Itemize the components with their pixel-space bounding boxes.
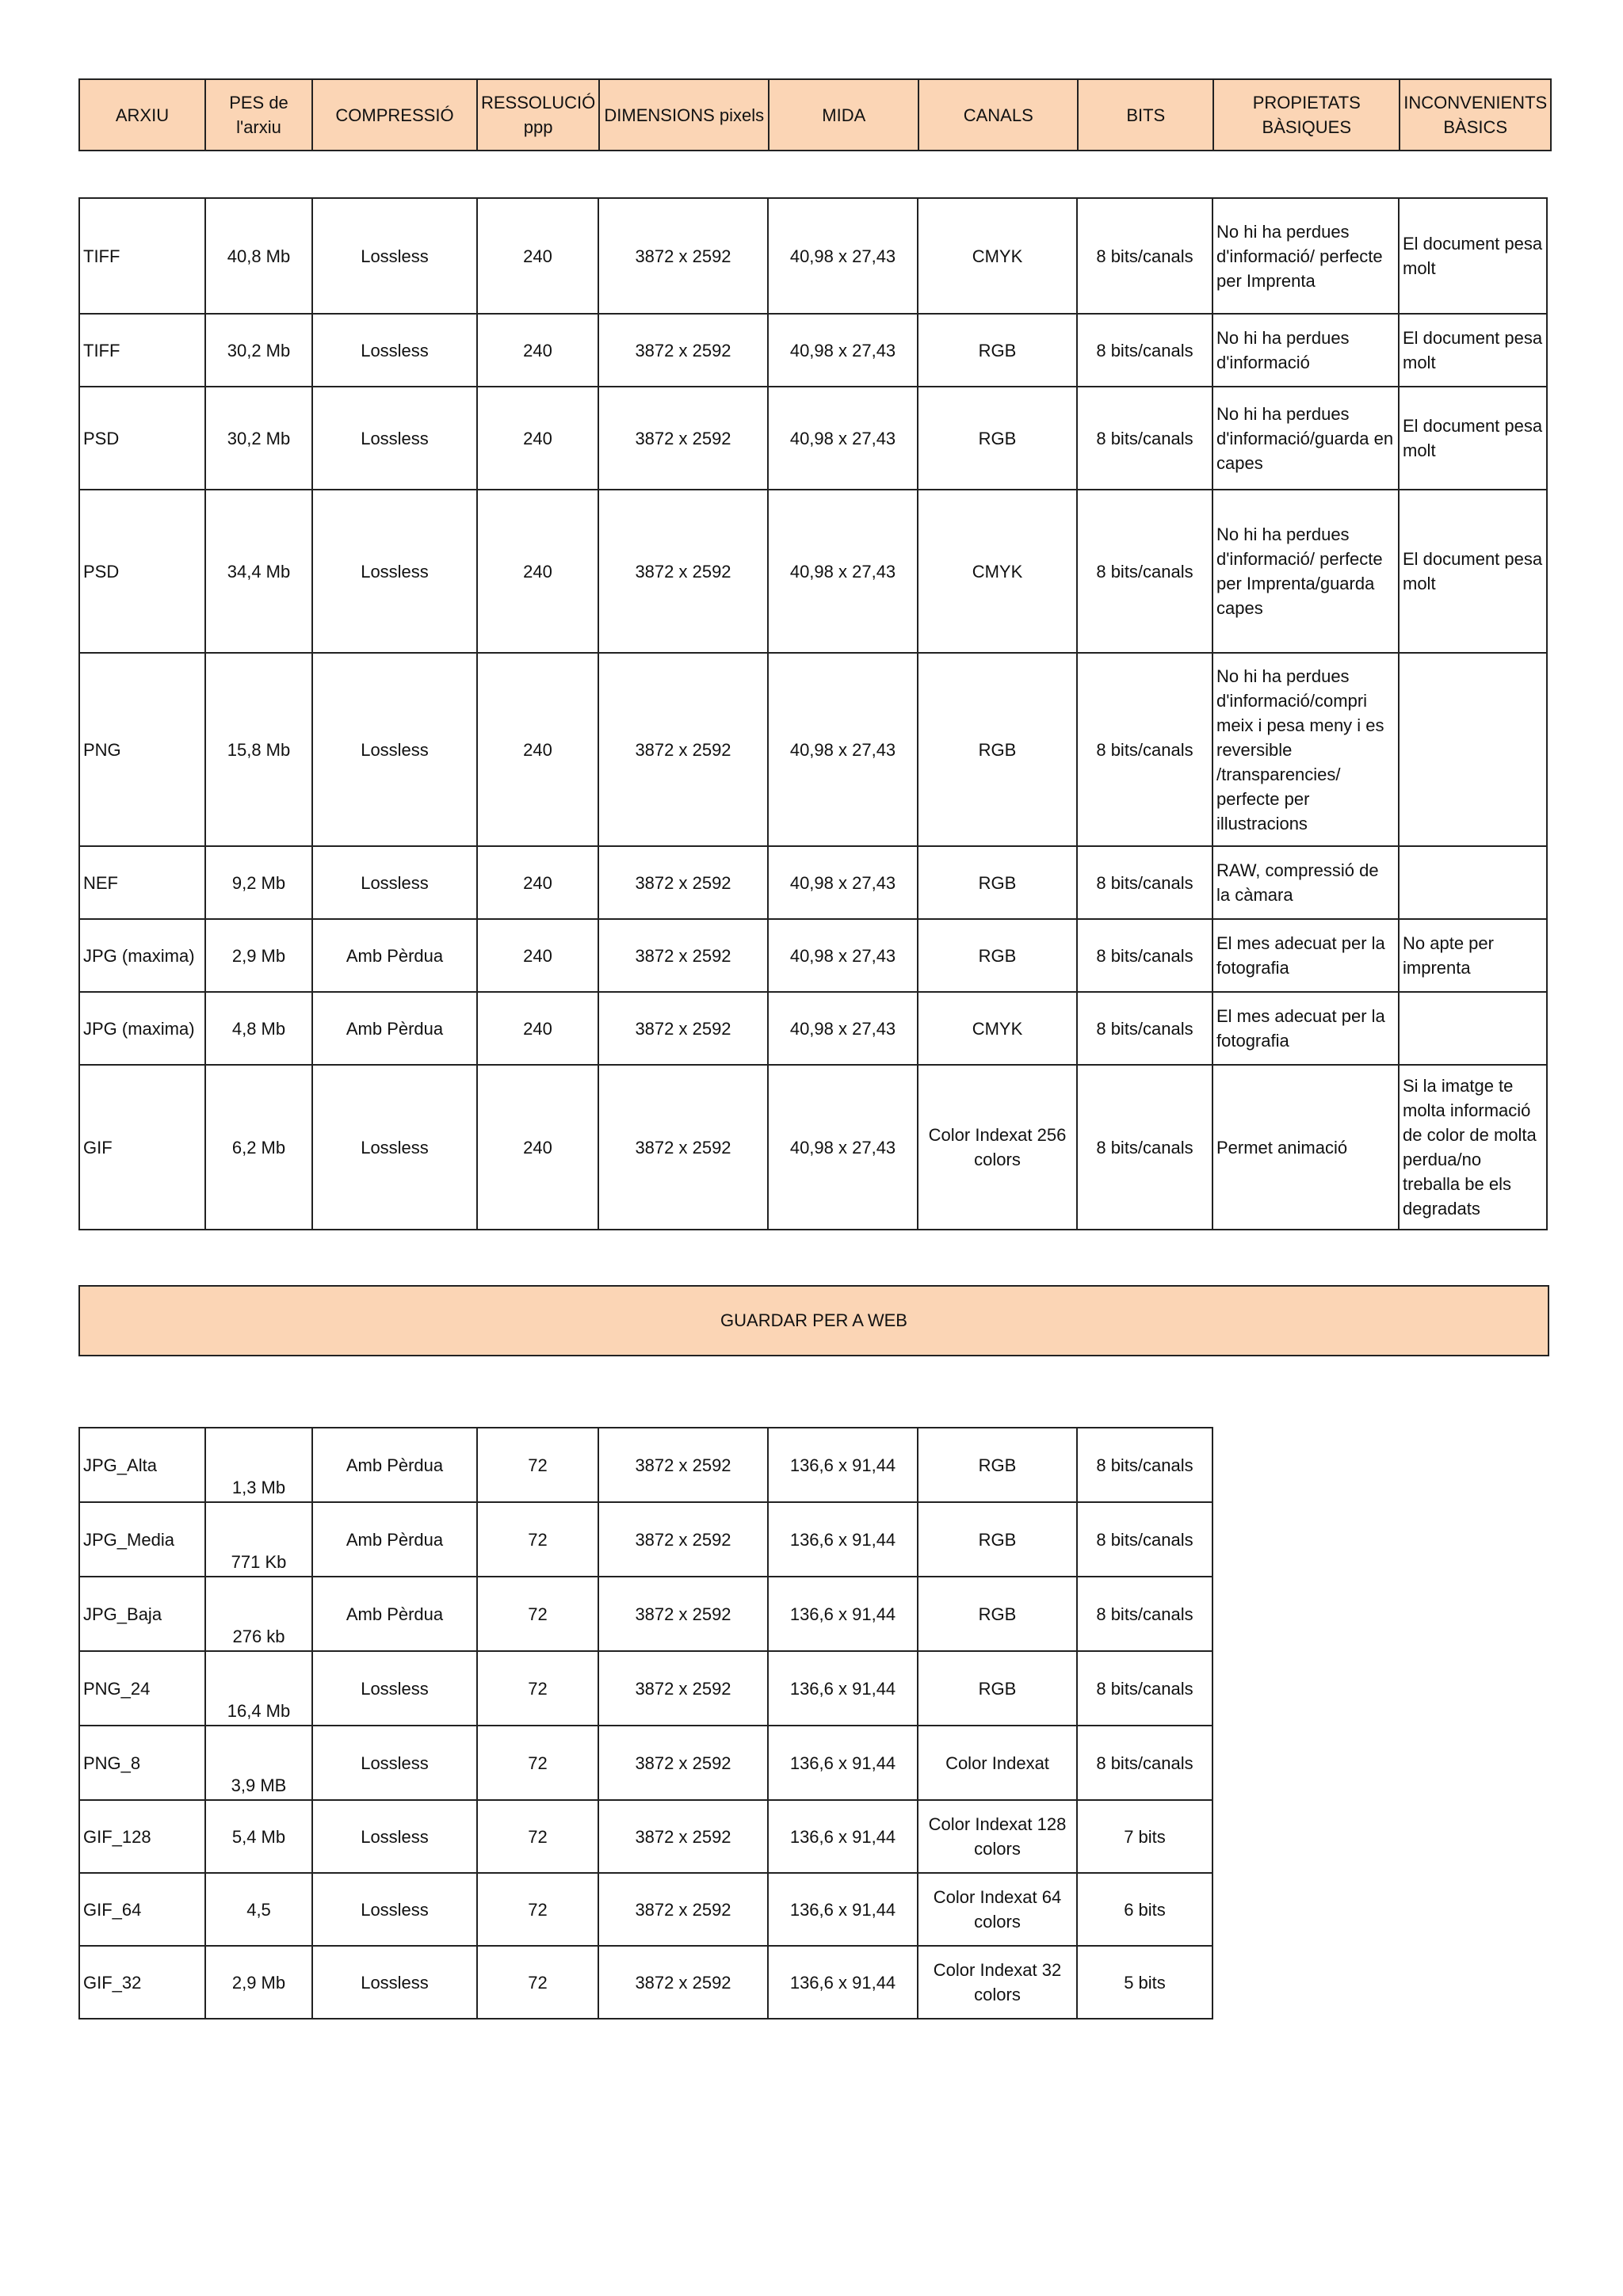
channels-cell: Color Indexat 128 colors xyxy=(918,1800,1077,1873)
table-row xyxy=(79,314,1547,387)
dimensions-cell: 3872 x 2592 xyxy=(598,1651,768,1726)
channels-cell: CMYK xyxy=(918,992,1077,1065)
header-row xyxy=(79,79,1551,151)
table-row xyxy=(79,919,1547,992)
table-row xyxy=(79,1428,1212,1502)
file-format-cell: GIF_128 xyxy=(79,1800,205,1873)
file-format-cell: PSD xyxy=(79,387,205,490)
file-size-cell: 276 kb xyxy=(205,1577,312,1651)
table-row xyxy=(79,1873,1212,1946)
resolution-cell: 72 xyxy=(477,1502,598,1577)
bits-cell: 8 bits/canals xyxy=(1077,387,1212,490)
drawbacks-cell: El document pesa molt xyxy=(1399,314,1547,387)
compression-cell: Lossless xyxy=(312,490,477,653)
dimensions-cell: 3872 x 2592 xyxy=(598,1577,768,1651)
properties-cell: El mes adecuat per la fotografia xyxy=(1212,919,1399,992)
channels-cell: CMYK xyxy=(918,490,1077,653)
drawbacks-cell xyxy=(1399,992,1547,1065)
file-size-cell: 1,3 Mb xyxy=(205,1428,312,1502)
header-table xyxy=(78,78,1552,151)
size-cell: 136,6 x 91,44 xyxy=(768,1651,918,1726)
file-size-cell: 15,8 Mb xyxy=(205,653,312,846)
properties-cell: No hi ha perdues d'informació/compri meix i pesa meny i es reversible /transparencies/ perfecte per illustracions xyxy=(1212,653,1399,846)
resolution-cell: 240 xyxy=(477,490,598,653)
file-size-cell: 40,8 Mb xyxy=(205,198,312,314)
file-format-cell: JPG_Baja xyxy=(79,1577,205,1651)
resolution-cell: 240 xyxy=(477,387,598,490)
drawbacks-cell xyxy=(1399,653,1547,846)
channels-cell: RGB xyxy=(918,1651,1077,1726)
channels-cell: RGB xyxy=(918,1502,1077,1577)
bits-cell: 8 bits/canals xyxy=(1077,1502,1212,1577)
size-cell: 40,98 x 27,43 xyxy=(768,198,918,314)
size-cell: 40,98 x 27,43 xyxy=(768,653,918,846)
file-size-cell: 2,9 Mb xyxy=(205,1946,312,2019)
table-row xyxy=(79,387,1547,490)
dimensions-cell: 3872 x 2592 xyxy=(598,1800,768,1873)
compression-cell: Amb Pèrdua xyxy=(312,1428,477,1502)
file-format-cell: PNG_24 xyxy=(79,1651,205,1726)
file-size-cell: 2,9 Mb xyxy=(205,919,312,992)
header-cell: CANALS xyxy=(918,79,1078,151)
dimensions-cell: 3872 x 2592 xyxy=(598,919,768,992)
dimensions-cell: 3872 x 2592 xyxy=(598,198,768,314)
header-cell: PES de l'arxiu xyxy=(205,79,312,151)
properties-cell: No hi ha perdues d'informació/ perfecte per Imprenta/guarda capes xyxy=(1212,490,1399,653)
compression-cell: Lossless xyxy=(312,1873,477,1946)
compression-cell: Lossless xyxy=(312,314,477,387)
table-row xyxy=(79,1065,1547,1230)
size-cell: 136,6 x 91,44 xyxy=(768,1800,918,1873)
main-table xyxy=(78,197,1548,1230)
size-cell: 136,6 x 91,44 xyxy=(768,1502,918,1577)
table-row xyxy=(79,1800,1212,1873)
size-cell: 40,98 x 27,43 xyxy=(768,919,918,992)
dimensions-cell: 3872 x 2592 xyxy=(598,1428,768,1502)
drawbacks-cell: No apte per imprenta xyxy=(1399,919,1547,992)
drawbacks-cell: El document pesa molt xyxy=(1399,490,1547,653)
channels-cell: CMYK xyxy=(918,198,1077,314)
compression-cell: Amb Pèrdua xyxy=(312,919,477,992)
dimensions-cell: 3872 x 2592 xyxy=(598,846,768,919)
file-format-cell: NEF xyxy=(79,846,205,919)
file-format-cell: PNG_8 xyxy=(79,1726,205,1800)
compression-cell: Lossless xyxy=(312,1800,477,1873)
resolution-cell: 72 xyxy=(477,1577,598,1651)
header-cell: MIDA xyxy=(769,79,918,151)
file-size-cell: 30,2 Mb xyxy=(205,387,312,490)
bits-cell: 8 bits/canals xyxy=(1077,1726,1212,1800)
file-size-cell: 5,4 Mb xyxy=(205,1800,312,1873)
resolution-cell: 72 xyxy=(477,1726,598,1800)
size-cell: 40,98 x 27,43 xyxy=(768,314,918,387)
properties-cell: No hi ha perdues d'informació xyxy=(1212,314,1399,387)
dimensions-cell: 3872 x 2592 xyxy=(598,490,768,653)
file-format-cell: PNG xyxy=(79,653,205,846)
properties-cell: Permet animació xyxy=(1212,1065,1399,1230)
table-row xyxy=(79,846,1547,919)
bits-cell: 8 bits/canals xyxy=(1077,1577,1212,1651)
file-format-cell: PSD xyxy=(79,490,205,653)
header-cell: RESSOLUCIÓ ppp xyxy=(477,79,599,151)
bits-cell: 8 bits/canals xyxy=(1077,314,1212,387)
drawbacks-cell: El document pesa molt xyxy=(1399,387,1547,490)
compression-cell: Lossless xyxy=(312,653,477,846)
file-size-cell: 16,4 Mb xyxy=(205,1651,312,1726)
compression-cell: Lossless xyxy=(312,1065,477,1230)
table-row xyxy=(79,992,1547,1065)
properties-cell: No hi ha perdues d'informació/guarda en capes xyxy=(1212,387,1399,490)
header-cell: PROPIETATS BÀSIQUES xyxy=(1213,79,1400,151)
file-format-cell: JPG_Alta xyxy=(79,1428,205,1502)
table-row xyxy=(79,653,1547,846)
size-cell: 136,6 x 91,44 xyxy=(768,1946,918,2019)
channels-cell: RGB xyxy=(918,314,1077,387)
compression-cell: Lossless xyxy=(312,387,477,490)
resolution-cell: 72 xyxy=(477,1946,598,2019)
resolution-cell: 72 xyxy=(477,1800,598,1873)
channels-cell: RGB xyxy=(918,1577,1077,1651)
compression-cell: Lossless xyxy=(312,1726,477,1800)
bits-cell: 8 bits/canals xyxy=(1077,653,1212,846)
file-format-cell: JPG (maxima) xyxy=(79,919,205,992)
channels-cell: RGB xyxy=(918,846,1077,919)
channels-cell: Color Indexat 256 colors xyxy=(918,1065,1077,1230)
resolution-cell: 240 xyxy=(477,992,598,1065)
file-format-cell: GIF_64 xyxy=(79,1873,205,1946)
bits-cell: 8 bits/canals xyxy=(1077,919,1212,992)
size-cell: 136,6 x 91,44 xyxy=(768,1428,918,1502)
dimensions-cell: 3872 x 2592 xyxy=(598,653,768,846)
compression-cell: Amb Pèrdua xyxy=(312,992,477,1065)
file-format-cell: TIFF xyxy=(79,314,205,387)
file-format-cell: JPG_Media xyxy=(79,1502,205,1577)
resolution-cell: 240 xyxy=(477,919,598,992)
bits-cell: 8 bits/canals xyxy=(1077,1651,1212,1726)
drawbacks-cell: El document pesa molt xyxy=(1399,198,1547,314)
compression-cell: Amb Pèrdua xyxy=(312,1577,477,1651)
bits-cell: 8 bits/canals xyxy=(1077,1065,1212,1230)
size-cell: 40,98 x 27,43 xyxy=(768,490,918,653)
resolution-cell: 240 xyxy=(477,198,598,314)
compression-cell: Lossless xyxy=(312,1946,477,2019)
size-cell: 40,98 x 27,43 xyxy=(768,387,918,490)
dimensions-cell: 3872 x 2592 xyxy=(598,1726,768,1800)
dimensions-cell: 3872 x 2592 xyxy=(598,1502,768,1577)
resolution-cell: 240 xyxy=(477,846,598,919)
bits-cell: 8 bits/canals xyxy=(1077,992,1212,1065)
resolution-cell: 72 xyxy=(477,1873,598,1946)
bits-cell: 6 bits xyxy=(1077,1873,1212,1946)
dimensions-cell: 3872 x 2592 xyxy=(598,1873,768,1946)
table-row xyxy=(79,1502,1212,1577)
bits-cell: 8 bits/canals xyxy=(1077,846,1212,919)
dimensions-cell: 3872 x 2592 xyxy=(598,387,768,490)
file-size-cell: 9,2 Mb xyxy=(205,846,312,919)
header-cell: INCONVENIENTS BÀSICS xyxy=(1400,79,1551,151)
size-cell: 136,6 x 91,44 xyxy=(768,1726,918,1800)
resolution-cell: 72 xyxy=(477,1428,598,1502)
file-size-cell: 6,2 Mb xyxy=(205,1065,312,1230)
resolution-cell: 240 xyxy=(477,653,598,846)
dimensions-cell: 3872 x 2592 xyxy=(598,314,768,387)
bits-cell: 5 bits xyxy=(1077,1946,1212,2019)
size-cell: 40,98 x 27,43 xyxy=(768,992,918,1065)
file-format-cell: GIF_32 xyxy=(79,1946,205,2019)
channels-cell: RGB xyxy=(918,1428,1077,1502)
web-table xyxy=(78,1427,1213,2019)
header-cell: BITS xyxy=(1078,79,1213,151)
channels-cell: Color Indexat 64 colors xyxy=(918,1873,1077,1946)
table-row xyxy=(79,1651,1212,1726)
table-row xyxy=(79,1577,1212,1651)
compression-cell: Amb Pèrdua xyxy=(312,1502,477,1577)
size-cell: 40,98 x 27,43 xyxy=(768,846,918,919)
bits-cell: 7 bits xyxy=(1077,1800,1212,1873)
channels-cell: Color Indexat 32 colors xyxy=(918,1946,1077,2019)
header-cell: COMPRESSIÓ xyxy=(312,79,477,151)
file-format-cell: JPG (maxima) xyxy=(79,992,205,1065)
file-size-cell: 34,4 Mb xyxy=(205,490,312,653)
file-size-cell: 3,9 MB xyxy=(205,1726,312,1800)
web-section-title: GUARDAR PER A WEB xyxy=(720,1310,907,1330)
channels-cell: Color Indexat xyxy=(918,1726,1077,1800)
dimensions-cell: 3872 x 2592 xyxy=(598,1065,768,1230)
properties-cell: No hi ha perdues d'informació/ perfecte per Imprenta xyxy=(1212,198,1399,314)
web-section-banner xyxy=(78,1285,1549,1356)
compression-cell: Lossless xyxy=(312,1651,477,1726)
bits-cell: 8 bits/canals xyxy=(1077,1428,1212,1502)
bits-cell: 8 bits/canals xyxy=(1077,490,1212,653)
drawbacks-cell: Si la imatge te molta informació de color de molta perdua/no treballa be els degradats xyxy=(1399,1065,1547,1230)
dimensions-cell: 3872 x 2592 xyxy=(598,1946,768,2019)
header-cell: ARXIU xyxy=(79,79,205,151)
dimensions-cell: 3872 x 2592 xyxy=(598,992,768,1065)
size-cell: 40,98 x 27,43 xyxy=(768,1065,918,1230)
file-size-cell: 4,8 Mb xyxy=(205,992,312,1065)
properties-cell: El mes adecuat per la fotografia xyxy=(1212,992,1399,1065)
table-row xyxy=(79,1726,1212,1800)
size-cell: 136,6 x 91,44 xyxy=(768,1577,918,1651)
resolution-cell: 240 xyxy=(477,314,598,387)
file-size-cell: 30,2 Mb xyxy=(205,314,312,387)
channels-cell: RGB xyxy=(918,919,1077,992)
resolution-cell: 72 xyxy=(477,1651,598,1726)
compression-cell: Lossless xyxy=(312,846,477,919)
table-row xyxy=(79,490,1547,653)
table-row xyxy=(79,198,1547,314)
drawbacks-cell xyxy=(1399,846,1547,919)
bits-cell: 8 bits/canals xyxy=(1077,198,1212,314)
file-format-cell: GIF xyxy=(79,1065,205,1230)
header-cell: DIMENSIONS pixels xyxy=(599,79,769,151)
file-size-cell: 4,5 xyxy=(205,1873,312,1946)
properties-cell: RAW, compressió de la càmara xyxy=(1212,846,1399,919)
channels-cell: RGB xyxy=(918,653,1077,846)
channels-cell: RGB xyxy=(918,387,1077,490)
table-row xyxy=(79,1946,1212,2019)
file-size-cell: 771 Kb xyxy=(205,1502,312,1577)
compression-cell: Lossless xyxy=(312,198,477,314)
resolution-cell: 240 xyxy=(477,1065,598,1230)
size-cell: 136,6 x 91,44 xyxy=(768,1873,918,1946)
file-format-cell: TIFF xyxy=(79,198,205,314)
